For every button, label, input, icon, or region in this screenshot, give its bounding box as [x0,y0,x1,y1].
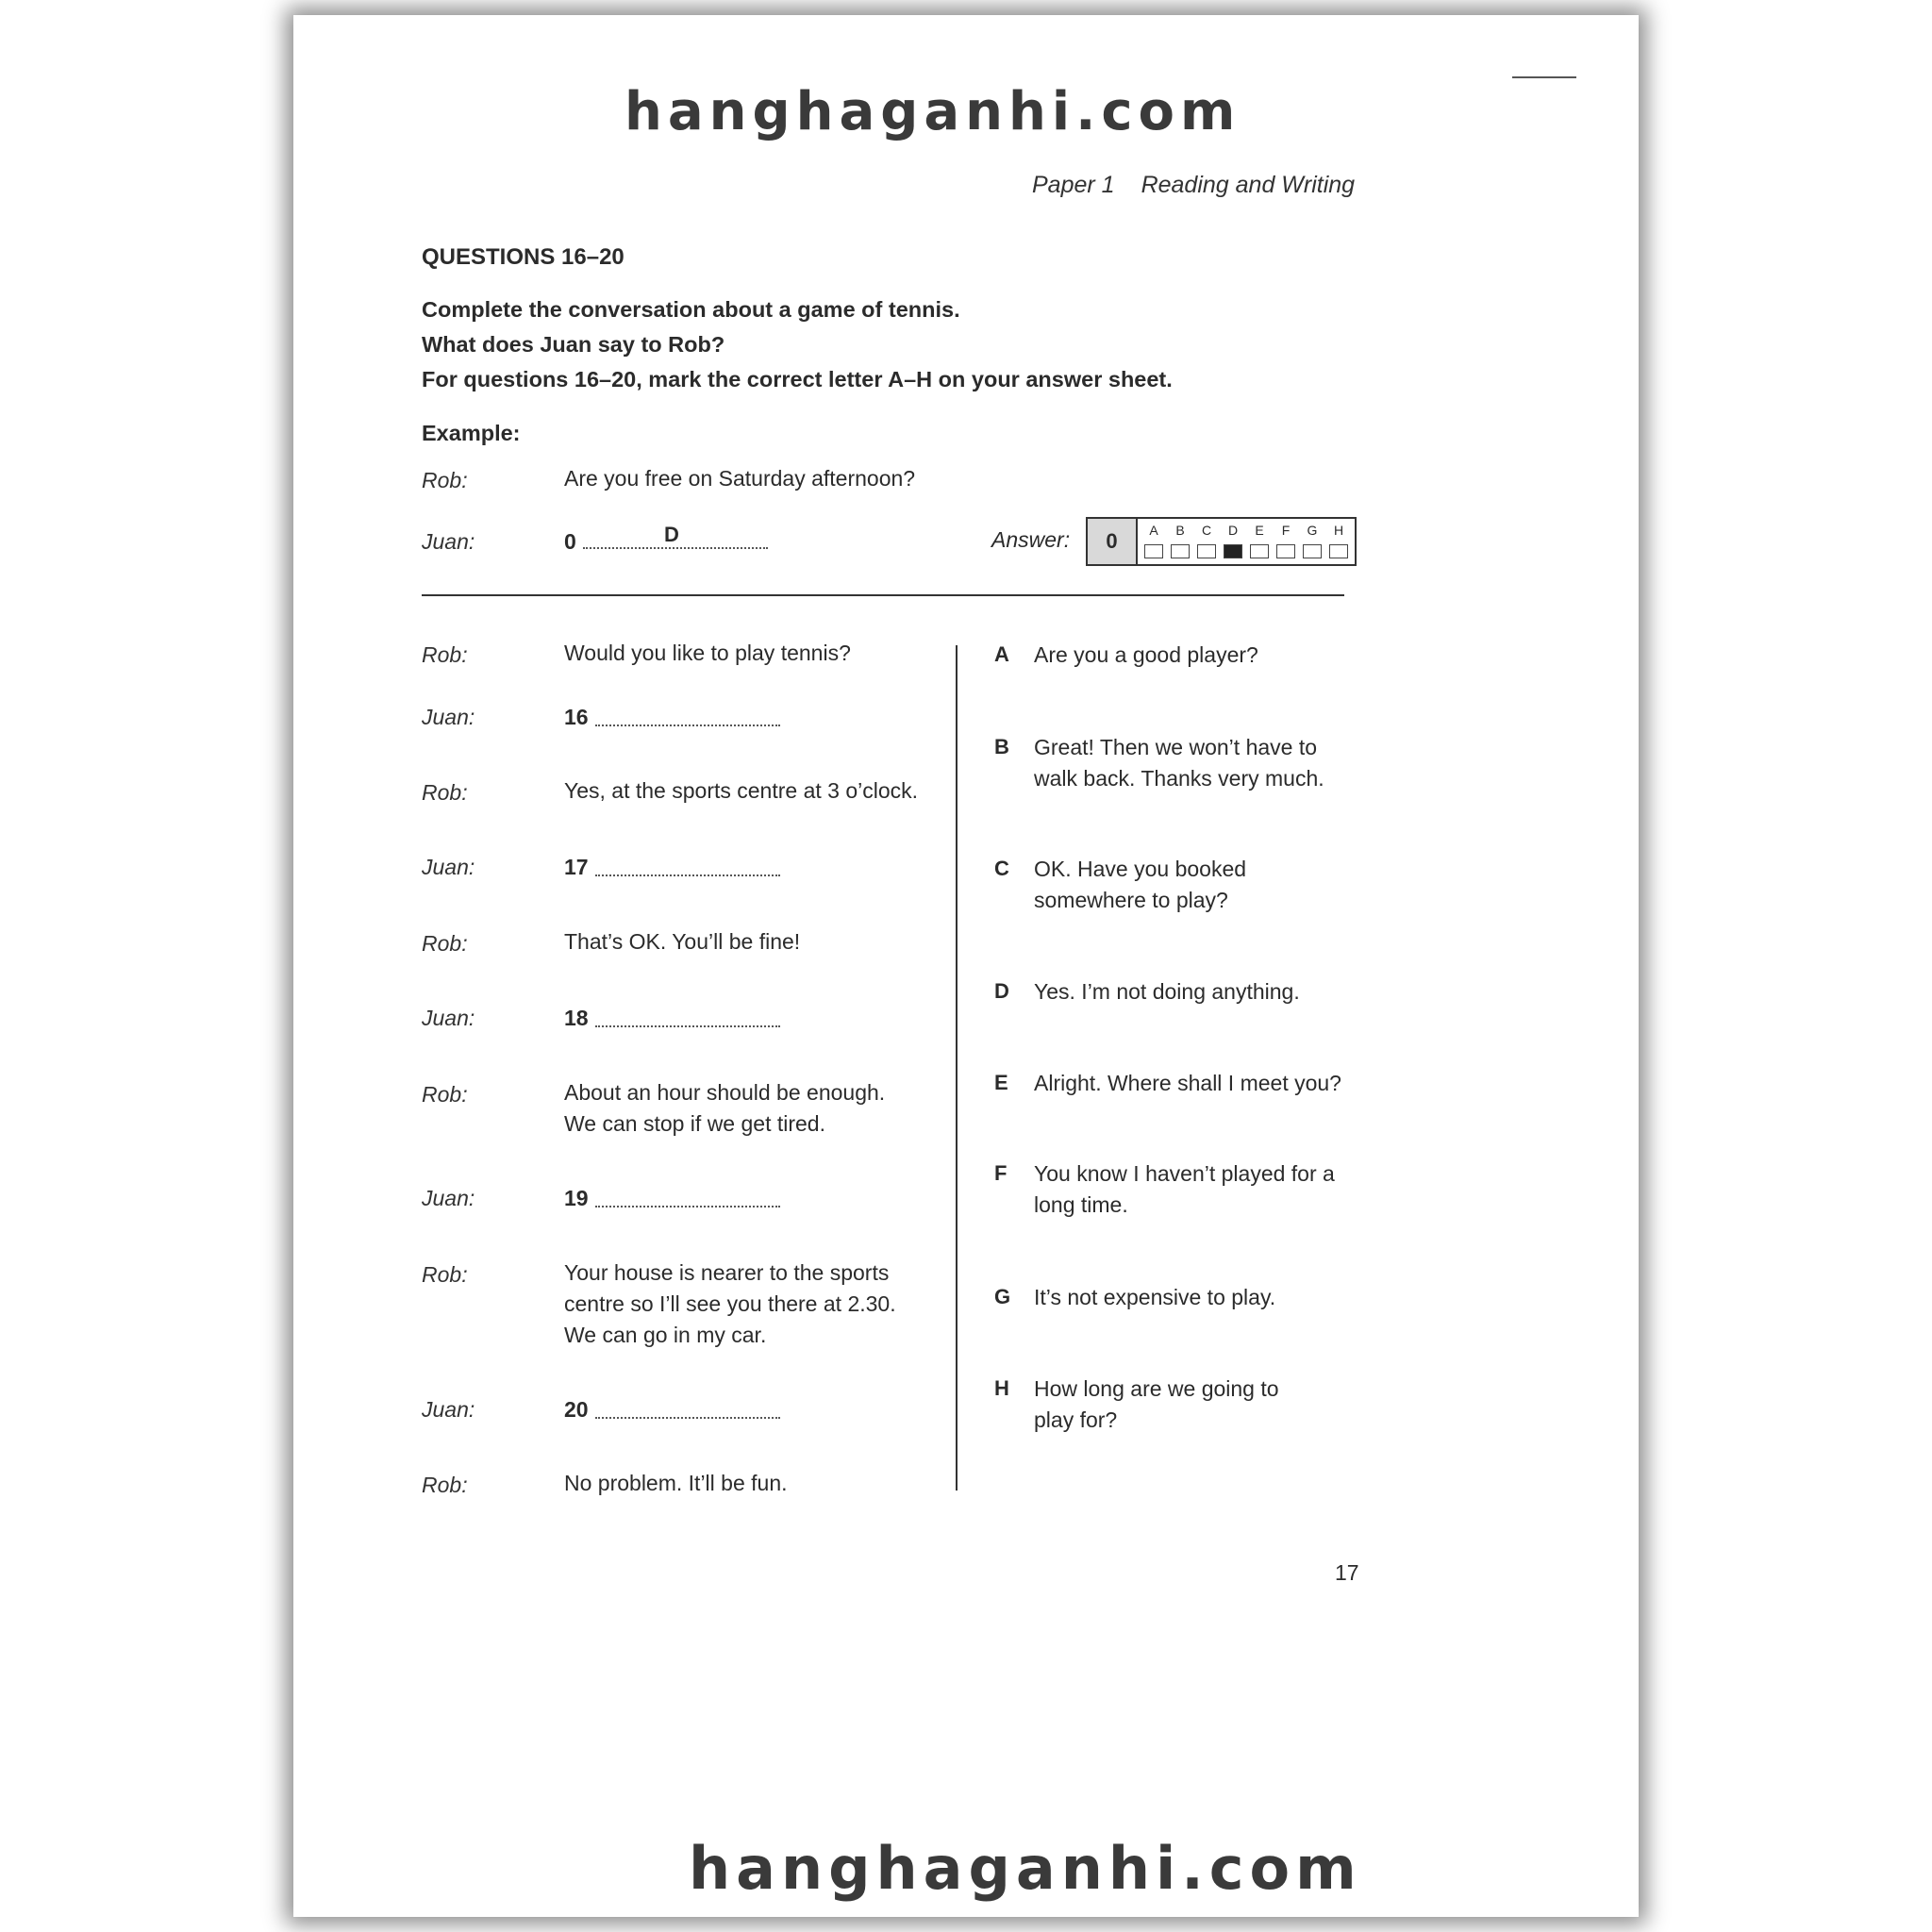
dialogue-speaker: Juan: [422,1186,475,1210]
watermark-top: hanghaganhi.com [625,81,1241,142]
dialogue-speaker: Rob: [422,931,468,956]
option-text: Alright. Where shall I meet you? [1034,1071,1341,1095]
question-number: 16 [564,705,589,729]
dialogue-line: centre so I’ll see you there at 2.30. [564,1291,896,1316]
option-letter: D [994,979,1009,1003]
page-number: 17 [1335,1560,1359,1585]
question-number: 17 [564,855,589,879]
option-text: walk back. Thanks very much. [1034,766,1324,791]
example-juan-speaker: Juan: [422,529,475,554]
example-answer-dots [583,547,768,549]
option-letter: C [994,857,1009,880]
questions-heading: QUESTIONS 16–20 [422,244,625,270]
answer-option-box [1197,544,1216,558]
answer-option-letter: F [1281,523,1291,538]
divider-rule [422,594,1344,596]
answer-option-box [1171,544,1190,558]
header-section: Reading and Writing [1141,172,1356,198]
option-text: Are you a good player? [1034,642,1258,667]
answer-dots [595,874,780,876]
instruction-3: For questions 16–20, mark the correct letter A–H on your answer sheet. [422,367,1173,391]
dialogue-speaker: Rob: [422,780,468,805]
dialogue-line: Yes, at the sports centre at 3 o’clock. [564,778,919,803]
column-divider [956,645,958,1491]
answer-option-letter: E [1255,523,1264,538]
answer-option-letter: B [1175,523,1185,538]
dialogue-speaker: Juan: [422,1006,475,1030]
answer-option-box [1224,544,1242,558]
dialogue-line: Your house is nearer to the sports [564,1260,890,1285]
dialogue-speaker: Juan: [422,855,475,879]
answer-grid-number: 0 [1088,519,1138,564]
example-juan-number: 0 [564,529,576,554]
instruction-1: Complete the conversation about a game of tennis. [422,297,960,322]
dialogue-line: That’s OK. You’ll be fine! [564,929,801,954]
answer-option-letter: H [1333,523,1344,538]
option-letter: G [994,1285,1011,1308]
answer-option-letter: C [1201,523,1212,538]
option-text: long time. [1034,1192,1128,1217]
answer-dots [595,724,780,726]
answer-option-letter: D [1227,523,1239,538]
question-number: 18 [564,1006,589,1030]
answer-option-box [1329,544,1348,558]
option-text: play for? [1034,1407,1118,1432]
answer-option-box [1144,544,1163,558]
option-text: You know I haven’t played for a [1034,1161,1335,1186]
dialogue-line: We can go in my car. [564,1323,767,1347]
option-text: Great! Then we won’t have to [1034,735,1318,759]
corner-mark [1512,76,1576,78]
answer-grid [1086,517,1357,566]
dialogue-line: About an hour should be enough. [564,1080,886,1105]
option-letter: B [994,735,1009,758]
page-header [1032,172,1355,199]
option-text: It’s not expensive to play. [1034,1285,1276,1309]
header-paper: Paper 1 [1032,172,1115,198]
dialogue-speaker: Juan: [422,705,475,729]
answer-option-letter: A [1149,523,1158,538]
option-text: Yes. I’m not doing anything. [1034,979,1300,1004]
option-letter: E [994,1071,1008,1094]
answer-option-letter: G [1307,523,1318,538]
answer-option-box [1276,544,1295,558]
option-letter: F [994,1161,1008,1185]
exam-page [293,15,1639,1917]
dialogue-speaker: Rob: [422,642,468,667]
dialogue-line: No problem. It’ll be fun. [564,1471,788,1495]
dialogue-speaker: Juan: [422,1397,475,1422]
example-answer-letter: D [664,523,679,546]
dialogue-speaker: Rob: [422,1262,468,1287]
example-label: Example: [422,421,521,445]
dialogue-speaker: Rob: [422,1082,468,1107]
option-text: How long are we going to [1034,1376,1279,1401]
question-number: 20 [564,1397,589,1422]
dialogue-line: Would you like to play tennis? [564,641,851,665]
dialogue-speaker: Rob: [422,1473,468,1497]
option-letter: A [994,642,1009,666]
example-rob-line: Are you free on Saturday afternoon? [564,466,916,491]
option-text: OK. Have you booked [1034,857,1247,881]
dialogue-line: We can stop if we get tired. [564,1111,825,1136]
answer-option-box [1303,544,1322,558]
question-number: 19 [564,1186,589,1210]
answer-label: Answer: [991,527,1071,552]
answer-dots [595,1025,780,1027]
example-rob-speaker: Rob: [422,468,468,492]
answer-dots [595,1417,780,1419]
instruction-2: What does Juan say to Rob? [422,332,725,357]
answer-option-box [1250,544,1269,558]
watermark-bottom: hanghaganhi.com [689,1834,1362,1903]
option-text: somewhere to play? [1034,888,1228,912]
answer-dots [595,1206,780,1208]
option-letter: H [994,1376,1009,1400]
